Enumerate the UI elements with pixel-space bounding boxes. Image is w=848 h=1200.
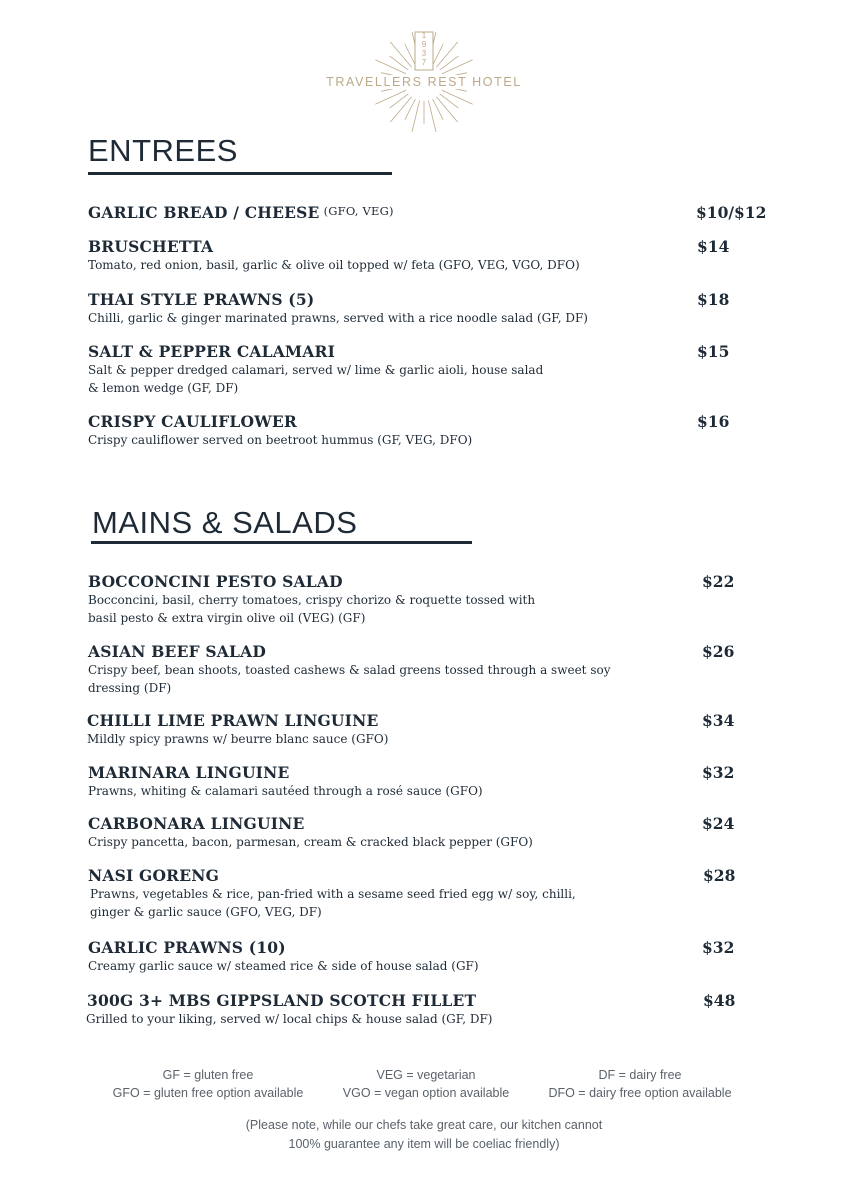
item-price: $24 — [702, 814, 735, 833]
item-price: $22 — [702, 572, 735, 591]
item-title: GARLIC BREAD / CHEESE — [88, 203, 320, 222]
item-title: MARINARA LINGUINE — [88, 763, 290, 782]
item-name — [88, 763, 290, 782]
legend-entry: VGO = vegan option available — [342, 1086, 510, 1100]
item-title: NASI GORENG — [88, 866, 220, 885]
item-description — [88, 957, 479, 975]
description-line: Salt & pepper dredged calamari, served w/ lime & garlic aioli, house salad — [88, 363, 544, 377]
item-price: $28 — [703, 866, 736, 885]
legend-entry: GFO = gluten free option available — [112, 1086, 304, 1100]
item-dietary-tags: (GFO, VEG) — [323, 204, 394, 218]
description-line: Crispy pancetta, bacon, parmesan, cream & cracked black pepper (GFO) — [88, 835, 533, 849]
legend-entry: DFO = dairy free option available — [548, 1086, 732, 1100]
section-title-mains: MAINS & SALADS — [92, 505, 358, 540]
description-line: Crispy cauliflower served on beetroot hummus (GF, VEG, DFO) — [88, 433, 473, 447]
item-name — [88, 237, 213, 256]
description-line: Mildly spicy prawns w/ beurre blanc sauce (GFO) — [87, 732, 389, 746]
description-line: Prawns, whiting & calamari sautéed through a rosé sauce (GFO) — [88, 784, 483, 798]
item-description — [88, 309, 588, 327]
item-price: $15 — [697, 342, 730, 361]
item-name — [88, 938, 286, 957]
item-name — [88, 866, 219, 885]
item-title: CHILLI LIME PRAWN LINGUINE — [87, 711, 379, 730]
item-name — [87, 991, 476, 1010]
item-description — [88, 591, 535, 627]
section-divider — [88, 172, 392, 175]
description-line: Prawns, vegetables & rice, pan-fried with a sesame seed fried egg w/ soy, chilli, — [90, 887, 576, 901]
legend-entry: VEG = vegetarian — [376, 1068, 476, 1082]
item-title: SALT & PEPPER CALAMARI — [88, 342, 336, 361]
legend-entry: DF = dairy free — [598, 1068, 682, 1082]
description-line: Bocconcini, basil, cherry tomatoes, crispy chorizo & roquette tossed with — [88, 593, 536, 607]
note-line: 100% guarantee any item will be coeliac friendly) — [288, 1137, 560, 1151]
item-name — [88, 572, 343, 591]
item-price: $18 — [697, 290, 730, 309]
item-price: $48 — [703, 991, 736, 1010]
item-name — [88, 290, 314, 309]
founding-year: 1 9 3 7 — [421, 31, 427, 67]
section-title-entrees: ENTREES — [88, 133, 238, 168]
hotel-name: TRAVELLERS REST HOTEL — [300, 75, 548, 89]
item-price: $10/$12 — [696, 203, 767, 222]
note-line: (Please note, while our chefs take great care, our kitchen cannot — [245, 1118, 603, 1132]
item-title: BOCCONCINI PESTO SALAD — [88, 572, 343, 591]
item-price: $34 — [702, 711, 735, 730]
description-line: Tomato, red onion, basil, garlic & olive oil topped w/ feta (GFO, VEG, VGO, DFO) — [88, 258, 580, 272]
description-line: ginger & garlic sauce (GFO, VEG, DF) — [90, 905, 322, 919]
item-title: THAI STYLE PRAWNS (5) — [88, 290, 315, 309]
legend-entry: GF = gluten free — [162, 1068, 254, 1082]
item-title: CARBONARA LINGUINE — [88, 814, 305, 833]
item-description — [88, 782, 483, 800]
item-description — [88, 661, 610, 697]
description-line: Crispy beef, bean shoots, toasted cashews & salad greens tossed through a sweet soy — [88, 663, 611, 677]
description-line: Chilli, garlic & ginger marinated prawns, served with a rice noodle salad (GF, DF) — [88, 311, 588, 325]
item-description — [88, 833, 533, 851]
coeliac-note — [170, 1116, 678, 1154]
item-price: $32 — [702, 938, 735, 957]
description-line: Creamy garlic sauce w/ steamed rice & side of house salad (GF) — [88, 959, 479, 973]
section-divider — [91, 541, 472, 544]
item-name — [88, 412, 297, 431]
item-description — [87, 730, 388, 748]
item-price: $26 — [702, 642, 735, 661]
item-title: CRISPY CAULIFLOWER — [88, 412, 297, 431]
item-title: GARLIC PRAWNS (10) — [88, 938, 286, 957]
item-title: 300G 3+ MBS GIPPSLAND SCOTCH FILLET — [87, 991, 477, 1010]
item-title: BRUSCHETTA — [88, 237, 214, 256]
legend-column — [510, 1066, 770, 1102]
item-title: ASIAN BEEF SALAD — [88, 642, 266, 661]
description-line: dressing (DF) — [88, 681, 172, 695]
item-name — [88, 642, 266, 661]
item-description — [88, 256, 580, 274]
item-description — [88, 361, 543, 397]
item-name — [88, 342, 335, 361]
item-price: $16 — [697, 412, 730, 431]
item-price: $14 — [697, 237, 730, 256]
item-name — [88, 203, 394, 222]
item-description — [86, 1010, 492, 1028]
item-name — [87, 711, 378, 730]
item-description — [90, 885, 576, 921]
description-line: Grilled to your liking, served w/ local chips & house salad (GF, DF) — [86, 1012, 493, 1026]
description-line: & lemon wedge (GF, DF) — [88, 381, 239, 395]
item-price: $32 — [702, 763, 735, 782]
item-name — [88, 814, 305, 833]
description-line: basil pesto & extra virgin olive oil (VEG) (GF) — [88, 611, 366, 625]
item-description — [88, 431, 472, 449]
